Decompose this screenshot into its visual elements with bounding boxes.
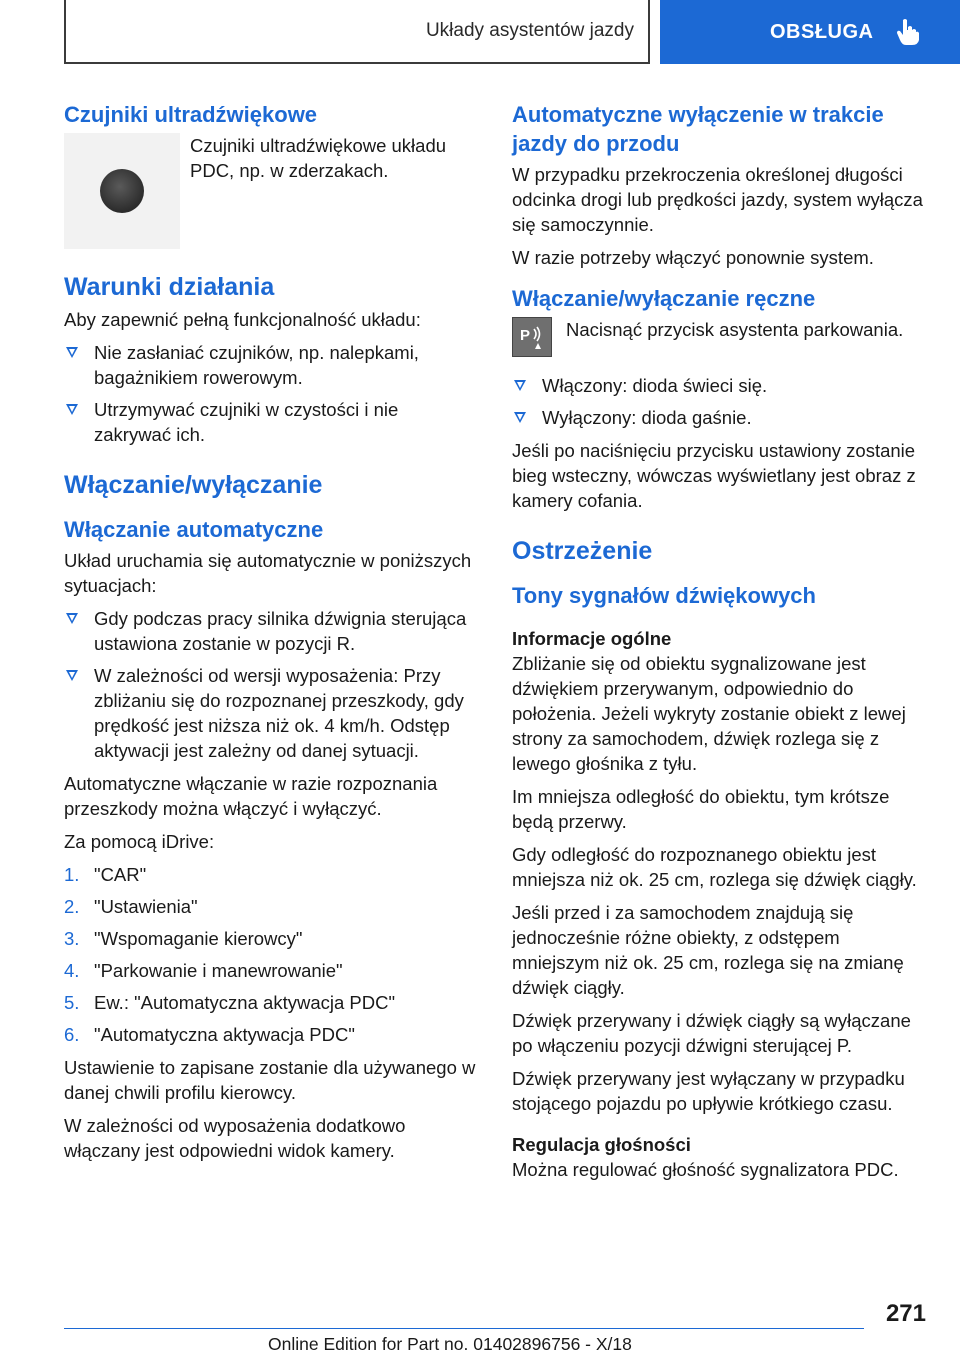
heading-volume: Regulacja głośności (512, 1134, 691, 1155)
footer-divider (64, 1328, 864, 1329)
section-tab (660, 0, 960, 64)
heading-warning: Ostrzeżenie (512, 537, 653, 565)
list-item: W zależności od wersji wyposażenia: Przy zbliżaniu się do rozpoznanej przeszkody, gdy prędkość jest niższa niż ok. 4 km/h. Odstęp aktywacji jest zależny od danej sytuacji. (64, 663, 478, 763)
list-item: Wyłączony: dioda gaśnie. (512, 405, 928, 430)
triangle-bullet-icon (66, 670, 78, 681)
autooff-paragraph: W przypadku przekroczenia określonej długości odcinka drogi lub prędkości jazdy, system wyłącza się samoczynnie. (512, 164, 923, 235)
list-item: Nie zasłaniać czujników, np. nalepkami, bagażnikiem rowerowym. (64, 340, 478, 390)
list-item: Włączony: dioda świeci się. (512, 373, 928, 398)
page-number: 271 (885, 1300, 926, 1327)
heading-operating-conditions: Warunki działania (64, 273, 275, 301)
heading-general-info: Informacje ogólne (512, 628, 672, 649)
parking-button-figure (512, 317, 928, 357)
triangle-bullet-icon (514, 412, 526, 423)
heading-automatic-activation: Włączanie automatyczne (64, 517, 324, 542)
parking-assistant-button-icon (512, 317, 552, 357)
led-status-list (512, 373, 928, 430)
pdc-symbol-icon (517, 322, 547, 352)
list-item: 6. "Automatyczna aktywacja PDC" (64, 1024, 355, 1045)
auto-intro: Układ uruchamia się automatycznie w poniższych sytuacjach: (64, 550, 472, 596)
list-item: 5. Ew.: "Automatyczna aktywacja PDC" (64, 992, 396, 1013)
sensor-icon (100, 169, 144, 213)
list-item: Utrzymywać czujniki w czystości i nie zakrywać ich. (64, 397, 478, 447)
tones-paragraph: Jeśli przed i za samochodem znajdują się jednocześnie różne obiekty, z odstępem mniejszym niż ok. 25 cm, rozlega się na zmianę dźwięk ciągły. (512, 902, 904, 998)
hand-pointer-icon (896, 18, 920, 46)
heading-manual-switching: Włączanie/wyłączanie ręczne (512, 286, 816, 311)
conditions-list (64, 340, 478, 447)
tones-paragraph: Zbliżanie się od obiektu sygnalizowane jest dźwiękiem przerywanym, odpowiednio do położenia. Jeżeli wykryty zostanie obiekt z lewej strony za samochodem, dźwięk rozlega się z lewego głośnika z tyłu. (512, 653, 906, 774)
triangle-bullet-icon (66, 613, 78, 624)
triangle-bullet-icon (66, 404, 78, 415)
sensor-caption: Czujniki ultradźwiękowe układu PDC, np. w zderzakach. (190, 135, 447, 181)
heading-ultrasonic-sensors: Czujniki ultradźwiękowe (64, 102, 318, 127)
tones-paragraph: Im mniejsza odległość do obiektu, tym krótsze będą przerwy. (512, 786, 890, 832)
button-caption: Nacisnąć przycisk asystenta parkowania. (566, 319, 904, 340)
svg-text:P: P (520, 327, 531, 344)
heading-signal-tones: Tony sygnałów dźwiękowych (512, 583, 816, 608)
sensor-image (64, 133, 180, 249)
volume-paragraph: Można regulować głośność sygnalizatora PDC. (512, 1159, 899, 1180)
reverse-camera-paragraph: Jeśli po naciśnięciu przycisku ustawiony zostanie bieg wsteczny, wówczas wyświetlany jest obraz z kamery cofania. (512, 440, 916, 511)
heading-switching-on-off: Włączanie/wyłączanie (64, 471, 323, 499)
list-item: 2. "Ustawienia" (64, 896, 198, 917)
sensor-figure (64, 133, 478, 249)
idrive-steps (64, 862, 478, 1047)
edition-footer: Online Edition for Part no. 01402896756 - X/18 (268, 1334, 632, 1354)
page-header (64, 0, 960, 64)
tones-paragraph: Gdy odległość do rozpoznanego obiektu jest mniejsza niż ok. 25 cm, rozlega się dźwięk ciągły. (512, 844, 917, 890)
chapter-title: Układy asystentów jazdy (64, 0, 650, 64)
right-column (512, 100, 928, 1190)
idrive-intro: Za pomocą iDrive: (64, 831, 215, 852)
list-item: 1. "CAR" (64, 864, 147, 885)
auto-list (64, 606, 478, 763)
tones-paragraph: Dźwięk przerywany jest wyłączany w przypadku stojącego pojazdu po upływie krótkiego czasu. (512, 1068, 905, 1114)
profile-paragraph: Ustawienie to zapisane zostanie dla używanego w danej chwili profilu kierowcy. (64, 1057, 476, 1103)
left-column (64, 100, 478, 1171)
conditions-intro: Aby zapewnić pełną funkcjonalność układu: (64, 309, 421, 330)
section-title: OBSŁUGA (770, 20, 874, 43)
triangle-bullet-icon (66, 347, 78, 358)
triangle-bullet-icon (514, 380, 526, 391)
list-item: 4. "Parkowanie i manewrowanie" (64, 960, 343, 981)
heading-automatic-off: Automatyczne wyłączenie w trakcie jazdy do przodu (512, 102, 884, 156)
list-item: 3. "Wspomaganie kierowcy" (64, 928, 303, 949)
tones-paragraph: Dźwięk przerywany i dźwięk ciągły są wyłączane po włączeniu pozycji dźwigni sterującej P. (512, 1010, 911, 1056)
camera-paragraph: W zależności od wyposażenia dodatkowo włączany jest odpowiedni widok kamery. (64, 1115, 406, 1161)
list-item: Gdy podczas pracy silnika dźwignia sterująca ustawiona zostanie w pozycji R. (64, 606, 478, 656)
autooff-paragraph-2: W razie potrzeby włączyć ponownie system. (512, 247, 874, 268)
auto-paragraph: Automatyczne włączanie w razie rozpoznania przeszkody można włączyć i wyłączyć. (64, 773, 438, 819)
